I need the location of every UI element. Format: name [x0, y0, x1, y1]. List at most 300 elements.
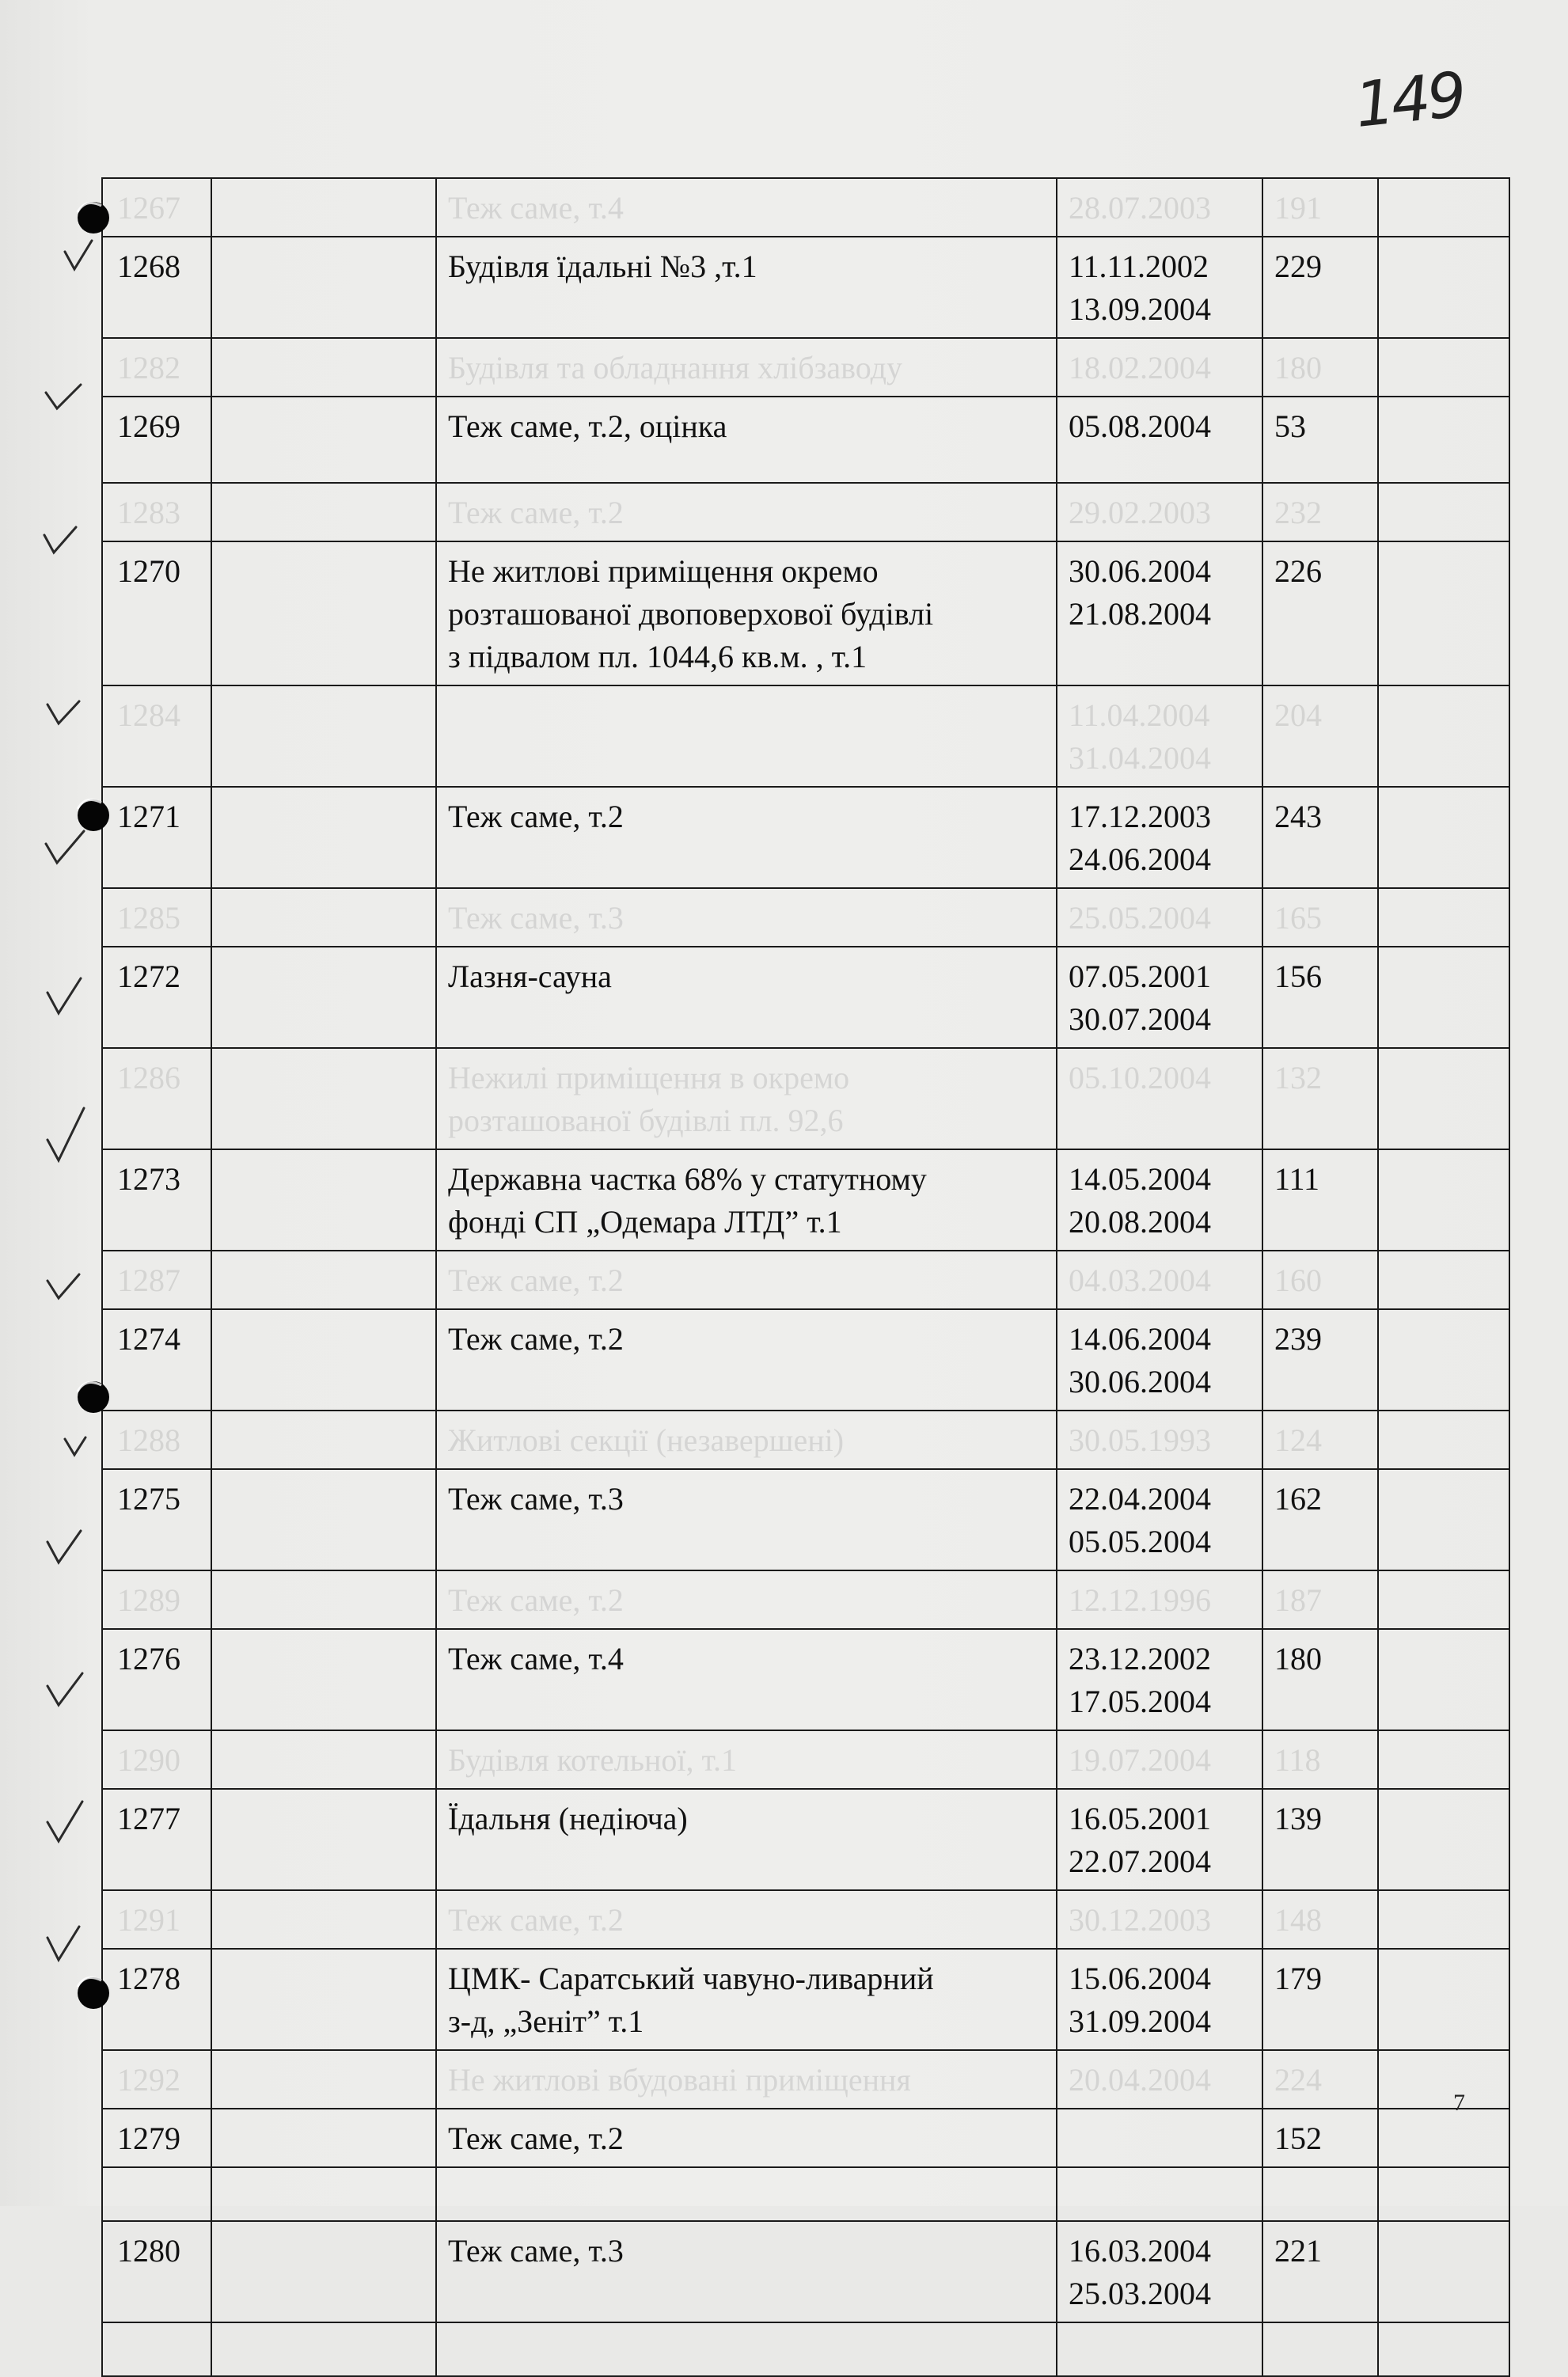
title-cell — [436, 2167, 1057, 2221]
dates-cell — [1057, 1048, 1262, 1149]
date-line: 16.05.2001 — [1069, 1801, 1211, 1836]
sheet-count-cell — [1262, 397, 1378, 483]
dates-cell — [1057, 2050, 1262, 2109]
sheet-count-cell — [1262, 1048, 1378, 1149]
dates-cell — [1057, 397, 1262, 483]
notes-cell — [1378, 1570, 1509, 1629]
title-line: Теж саме, т.2 — [448, 1582, 624, 1618]
folio-number: 149 — [1351, 59, 1467, 142]
date-line: 15.06.2004 — [1069, 1961, 1211, 1996]
index-cell — [211, 1570, 436, 1629]
sheet-count-cell — [1262, 1411, 1378, 1469]
item-number: 1268 — [117, 249, 180, 284]
table-row — [102, 1789, 1509, 1890]
title-cell — [436, 1730, 1057, 1789]
dates-cell — [1057, 1730, 1262, 1789]
item-number-cell — [102, 1048, 211, 1149]
item-number-cell — [102, 397, 211, 483]
item-number: 1286 — [117, 1060, 180, 1095]
item-number: 1273 — [117, 1161, 180, 1197]
dates-cell — [1057, 1411, 1262, 1469]
item-number-cell — [102, 2109, 211, 2167]
item-number-cell — [102, 1149, 211, 1251]
date-line: 30.06.2004 — [1069, 1364, 1211, 1399]
item-number: 1278 — [117, 1961, 180, 1996]
index-cell — [211, 1789, 436, 1890]
item-number: 1275 — [117, 1481, 180, 1517]
title-line: розташованої двоповерхової будівлі — [448, 596, 934, 632]
notes-cell — [1378, 1629, 1509, 1730]
date-line: 05.10.2004 — [1069, 1060, 1211, 1095]
dates-cell — [1057, 1570, 1262, 1629]
date-line: 30.05.1993 — [1069, 1422, 1211, 1458]
notes-cell — [1378, 787, 1509, 888]
title-line: Нежилі приміщення в окремо — [448, 1060, 850, 1095]
index-cell — [211, 1469, 436, 1570]
index-cell — [211, 1949, 436, 2050]
sheet-count: 204 — [1274, 697, 1322, 733]
dates-cell — [1057, 338, 1262, 397]
sheet-count: 148 — [1274, 1902, 1322, 1938]
sheet-count: 179 — [1274, 1961, 1322, 1996]
sheet-count-cell — [1262, 237, 1378, 338]
item-number-cell — [102, 1890, 211, 1949]
title-cell — [436, 397, 1057, 483]
index-cell — [211, 1048, 436, 1149]
item-number: 1279 — [117, 2121, 180, 2156]
sheet-count: 191 — [1274, 190, 1322, 226]
sheet-count: 124 — [1274, 1422, 1322, 1458]
sheet-count: 226 — [1274, 553, 1322, 589]
date-line: 23.12.2002 — [1069, 1641, 1211, 1676]
title-line: Теж саме, т.2 — [448, 1321, 624, 1357]
sheet-count-cell — [1262, 787, 1378, 888]
item-number-cell — [102, 1789, 211, 1890]
date-line: 31.04.2004 — [1069, 740, 1211, 776]
title-line: Їдальня (недіюча) — [448, 1801, 688, 1836]
item-number: 1272 — [117, 959, 180, 994]
title-line: Не житлові приміщення окремо — [448, 553, 879, 589]
sheet-count: 224 — [1274, 2062, 1322, 2098]
date-line: 29.02.2003 — [1069, 495, 1211, 530]
item-number-cell — [102, 541, 211, 685]
title-cell — [436, 178, 1057, 237]
date-line: 17.12.2003 — [1069, 799, 1211, 834]
date-line: 30.12.2003 — [1069, 1902, 1211, 1938]
date-line: 12.12.1996 — [1069, 1582, 1211, 1618]
sheet-count-cell — [1262, 1309, 1378, 1411]
sheet-count-cell — [1262, 2221, 1378, 2322]
date-line: 21.08.2004 — [1069, 596, 1211, 632]
dates-cell — [1057, 2322, 1262, 2376]
date-line: 28.07.2003 — [1069, 190, 1211, 226]
title-cell — [436, 2221, 1057, 2322]
date-line: 24.06.2004 — [1069, 841, 1211, 877]
dates-cell — [1057, 237, 1262, 338]
item-number: 1292 — [117, 2062, 180, 2098]
dates-cell — [1057, 1251, 1262, 1309]
title-line: Державна частка 68% у статутному — [448, 1161, 927, 1197]
index-cell — [211, 1309, 436, 1411]
table-row — [102, 1949, 1509, 2050]
table-row — [102, 237, 1509, 338]
dates-cell — [1057, 947, 1262, 1048]
item-number-cell — [102, 1949, 211, 2050]
item-number: 1288 — [117, 1422, 180, 1458]
index-cell — [211, 2322, 436, 2376]
item-number: 1284 — [117, 697, 180, 733]
title-cell — [436, 787, 1057, 888]
sheet-count: 232 — [1274, 495, 1322, 530]
notes-cell — [1378, 541, 1509, 685]
sheet-count: 132 — [1274, 1060, 1322, 1095]
notes-cell — [1378, 1890, 1509, 1949]
item-number-cell — [102, 178, 211, 237]
index-cell — [211, 2109, 436, 2167]
dates-cell — [1057, 541, 1262, 685]
ghost-table-row — [102, 1570, 1509, 1629]
sheet-count: 165 — [1274, 900, 1322, 936]
date-line: 14.06.2004 — [1069, 1321, 1211, 1357]
item-number-cell — [102, 2221, 211, 2322]
date-line: 25.05.2004 — [1069, 900, 1211, 936]
dates-cell — [1057, 1890, 1262, 1949]
table-row — [102, 1629, 1509, 1730]
sheet-count: 180 — [1274, 350, 1322, 385]
title-line: Будівля котельної, т.1 — [448, 1742, 737, 1778]
notes-cell — [1378, 685, 1509, 787]
date-line: 18.02.2004 — [1069, 350, 1211, 385]
sheet-count-cell — [1262, 1469, 1378, 1570]
title-line: Теж саме, т.2 — [448, 495, 624, 530]
index-cell — [211, 397, 436, 483]
sheet-count: 243 — [1274, 799, 1322, 834]
index-cell — [211, 178, 436, 237]
table-row — [102, 541, 1509, 685]
title-cell — [436, 2050, 1057, 2109]
item-number-cell — [102, 685, 211, 787]
title-line: Лазня-сауна — [448, 959, 612, 994]
notes-cell — [1378, 1251, 1509, 1309]
title-line: з підвалом пл. 1044,6 кв.м. , т.1 — [448, 639, 868, 674]
item-number-cell — [102, 483, 211, 541]
sheet-count-cell — [1262, 1730, 1378, 1789]
title-line: розташованої будівлі пл. 92,6 — [448, 1103, 844, 1138]
ghost-table-row — [102, 1730, 1509, 1789]
sheet-count-cell — [1262, 1949, 1378, 2050]
notes-cell — [1378, 1469, 1509, 1570]
sheet-count: 221 — [1274, 2233, 1322, 2269]
index-cell — [211, 1251, 436, 1309]
dates-cell — [1057, 1309, 1262, 1411]
ghost-table-row — [102, 888, 1509, 947]
sheet-count: 160 — [1274, 1263, 1322, 1298]
checkmark-icon — [44, 241, 92, 1960]
title-line: Теж саме, т.3 — [448, 1481, 624, 1517]
item-number-cell — [102, 237, 211, 338]
title-cell — [436, 888, 1057, 947]
sheet-count-cell — [1262, 1149, 1378, 1251]
item-number-cell — [102, 1469, 211, 1570]
date-line: 19.07.2004 — [1069, 1742, 1211, 1778]
index-cell — [211, 237, 436, 338]
item-number-cell — [102, 947, 211, 1048]
title-cell — [436, 483, 1057, 541]
dates-cell — [1057, 2167, 1262, 2221]
table-row — [102, 1309, 1509, 1411]
item-number: 1270 — [117, 553, 180, 589]
dates-cell — [1057, 1469, 1262, 1570]
item-number-cell — [102, 787, 211, 888]
ghost-table-row — [102, 338, 1509, 397]
sheet-count-cell — [1262, 541, 1378, 685]
index-cell — [211, 685, 436, 787]
dates-cell — [1057, 178, 1262, 237]
ghost-table-row — [102, 685, 1509, 787]
index-cell — [211, 947, 436, 1048]
table-row — [102, 1469, 1509, 1570]
notes-cell — [1378, 1949, 1509, 2050]
title-line: Теж саме, т.2 — [448, 1902, 624, 1938]
date-line: 04.03.2004 — [1069, 1263, 1211, 1298]
index-cell — [211, 787, 436, 888]
sheet-count-cell — [1262, 2167, 1378, 2221]
sheet-count-cell — [1262, 178, 1378, 237]
title-line: Теж саме, т.4 — [448, 190, 624, 226]
item-number-cell — [102, 1411, 211, 1469]
index-cell — [211, 1629, 436, 1730]
page-number: 7 — [1453, 2090, 1465, 2116]
ghost-table-row — [102, 178, 1509, 237]
notes-cell — [1378, 2322, 1509, 2376]
index-cell — [211, 2221, 436, 2322]
sheet-count-cell — [1262, 1251, 1378, 1309]
sheet-count-cell — [1262, 888, 1378, 947]
notes-cell — [1378, 1789, 1509, 1890]
sheet-count-cell — [1262, 1629, 1378, 1730]
dates-cell — [1057, 483, 1262, 541]
title-line: Житлові секції (незавершені) — [448, 1422, 845, 1458]
ghost-table-row — [102, 483, 1509, 541]
title-line: Теж саме, т.4 — [448, 1641, 624, 1676]
item-number-cell — [102, 1730, 211, 1789]
sheet-count-cell — [1262, 1789, 1378, 1890]
date-line: 20.08.2004 — [1069, 1204, 1211, 1240]
item-number-cell — [102, 338, 211, 397]
table-row — [102, 1149, 1509, 1251]
dates-cell — [1057, 1629, 1262, 1730]
item-number: 1285 — [117, 900, 180, 936]
title-cell — [436, 685, 1057, 787]
date-line: 31.09.2004 — [1069, 2003, 1211, 2039]
date-line: 20.04.2004 — [1069, 2062, 1211, 2098]
item-number: 1289 — [117, 1582, 180, 1618]
sheet-count-cell — [1262, 2322, 1378, 2376]
notes-cell — [1378, 178, 1509, 237]
date-line: 14.05.2004 — [1069, 1161, 1211, 1197]
ghost-table-row — [102, 2167, 1509, 2221]
title-cell — [436, 1629, 1057, 1730]
table-row — [102, 397, 1509, 483]
title-cell — [436, 1149, 1057, 1251]
sheet-count: 118 — [1274, 1742, 1321, 1778]
ghost-table-row — [102, 1890, 1509, 1949]
date-line: 07.05.2001 — [1069, 959, 1211, 994]
title-line: з-д, „Зеніт” т.1 — [448, 2003, 644, 2039]
notes-cell — [1378, 2221, 1509, 2322]
title-cell — [436, 1251, 1057, 1309]
notes-cell — [1378, 1149, 1509, 1251]
item-number: 1287 — [117, 1263, 180, 1298]
sheet-count-cell — [1262, 685, 1378, 787]
sheet-count-cell — [1262, 2050, 1378, 2109]
table-row — [102, 2221, 1509, 2322]
sheet-count-cell — [1262, 1570, 1378, 1629]
item-number-cell — [102, 2322, 211, 2376]
notes-cell — [1378, 1048, 1509, 1149]
sheet-count: 152 — [1274, 2121, 1322, 2156]
item-number: 1282 — [117, 350, 180, 385]
date-line: 11.11.2002 — [1069, 249, 1209, 284]
item-number: 1269 — [117, 408, 180, 444]
sheet-count: 156 — [1274, 959, 1322, 994]
title-cell — [436, 2322, 1057, 2376]
item-number-cell — [102, 1629, 211, 1730]
notes-cell — [1378, 338, 1509, 397]
index-cell — [211, 2167, 436, 2221]
item-number: 1290 — [117, 1742, 180, 1778]
title-line: фонді СП „Одемара ЛТД” т.1 — [448, 1204, 842, 1240]
dates-cell — [1057, 685, 1262, 787]
notes-cell — [1378, 2050, 1509, 2109]
dates-cell — [1057, 1789, 1262, 1890]
table-row — [102, 947, 1509, 1048]
ghost-table-row — [102, 1048, 1509, 1149]
title-cell — [436, 338, 1057, 397]
title-line: Теж саме, т.3 — [448, 2233, 624, 2269]
title-line: Теж саме, т.3 — [448, 900, 624, 936]
item-number: 1283 — [117, 495, 180, 530]
title-cell — [436, 541, 1057, 685]
date-line: 25.03.2004 — [1069, 2276, 1211, 2311]
sheet-count-cell — [1262, 1890, 1378, 1949]
table-row — [102, 2109, 1509, 2167]
dates-cell — [1057, 2109, 1262, 2167]
index-cell — [211, 1149, 436, 1251]
date-line: 30.07.2004 — [1069, 1001, 1211, 1037]
sheet-count: 162 — [1274, 1481, 1322, 1517]
item-number: 1271 — [117, 799, 180, 834]
item-number: 1280 — [117, 2233, 180, 2269]
title-cell — [436, 1048, 1057, 1149]
title-cell — [436, 1411, 1057, 1469]
index-cell — [211, 1411, 436, 1469]
item-number-cell — [102, 2050, 211, 2109]
index-cell — [211, 2050, 436, 2109]
date-line: 05.05.2004 — [1069, 1524, 1211, 1559]
sheet-count-cell — [1262, 338, 1378, 397]
notes-cell — [1378, 947, 1509, 1048]
notes-cell — [1378, 397, 1509, 483]
item-number: 1276 — [117, 1641, 180, 1676]
sheet-count: 229 — [1274, 249, 1322, 284]
sheet-count: 111 — [1274, 1161, 1320, 1197]
dates-cell — [1057, 1149, 1262, 1251]
item-number-cell — [102, 1570, 211, 1629]
sheet-count-cell — [1262, 2109, 1378, 2167]
date-line: 13.09.2004 — [1069, 291, 1211, 327]
title-line: ЦМК- Саратський чавуно-ливарний — [448, 1961, 934, 1996]
sheet-count: 239 — [1274, 1321, 1322, 1357]
sheet-count: 53 — [1274, 408, 1306, 444]
notes-cell — [1378, 2167, 1509, 2221]
item-number-cell — [102, 1309, 211, 1411]
table-row — [102, 787, 1509, 888]
item-number-cell — [102, 888, 211, 947]
title-cell — [436, 1309, 1057, 1411]
title-cell — [436, 237, 1057, 338]
index-cell — [211, 541, 436, 685]
notes-cell — [1378, 1411, 1509, 1469]
notes-cell — [1378, 888, 1509, 947]
notes-cell — [1378, 1730, 1509, 1789]
sheet-count-cell — [1262, 947, 1378, 1048]
ghost-table-row — [102, 1251, 1509, 1309]
dates-cell — [1057, 888, 1262, 947]
index-cell — [211, 338, 436, 397]
title-line: Будівля та обладнання хлібзаводу — [448, 350, 902, 385]
item-number: 1277 — [117, 1801, 180, 1836]
title-cell — [436, 2109, 1057, 2167]
sheet-count-cell — [1262, 483, 1378, 541]
title-line: Не житлові вбудовані приміщення — [448, 2062, 911, 2098]
item-number-cell — [102, 2167, 211, 2221]
ghost-table-row — [102, 2050, 1509, 2109]
notes-cell — [1378, 237, 1509, 338]
index-cell — [211, 1730, 436, 1789]
ghost-table-row — [102, 1411, 1509, 1469]
ghost-table-row — [102, 2322, 1509, 2376]
inventory-table — [101, 177, 1510, 2377]
date-line: 22.04.2004 — [1069, 1481, 1211, 1517]
title-line: Теж саме, т.2 — [448, 2121, 624, 2156]
index-cell — [211, 888, 436, 947]
item-number: 1291 — [117, 1902, 180, 1938]
index-cell — [211, 483, 436, 541]
title-cell — [436, 1789, 1057, 1890]
title-cell — [436, 1890, 1057, 1949]
sheet-count: 180 — [1274, 1641, 1322, 1676]
title-line: Теж саме, т.2 — [448, 799, 624, 834]
title-line: Теж саме, т.2 — [448, 1263, 624, 1298]
notes-cell — [1378, 2109, 1509, 2167]
title-line: Теж саме, т.2, оцінка — [448, 408, 727, 444]
date-line: 11.04.2004 — [1069, 697, 1210, 733]
date-line: 05.08.2004 — [1069, 408, 1211, 444]
date-line: 17.05.2004 — [1069, 1684, 1211, 1719]
title-cell — [436, 947, 1057, 1048]
title-line: Будівля їдальні №3 ,т.1 — [448, 249, 757, 284]
title-cell — [436, 1949, 1057, 2050]
title-cell — [436, 1469, 1057, 1570]
dates-cell — [1057, 2221, 1262, 2322]
index-cell — [211, 1890, 436, 1949]
sheet-count: 139 — [1274, 1801, 1322, 1836]
item-number-cell — [102, 1251, 211, 1309]
item-number: 1267 — [117, 190, 180, 226]
notes-cell — [1378, 483, 1509, 541]
dates-cell — [1057, 1949, 1262, 2050]
